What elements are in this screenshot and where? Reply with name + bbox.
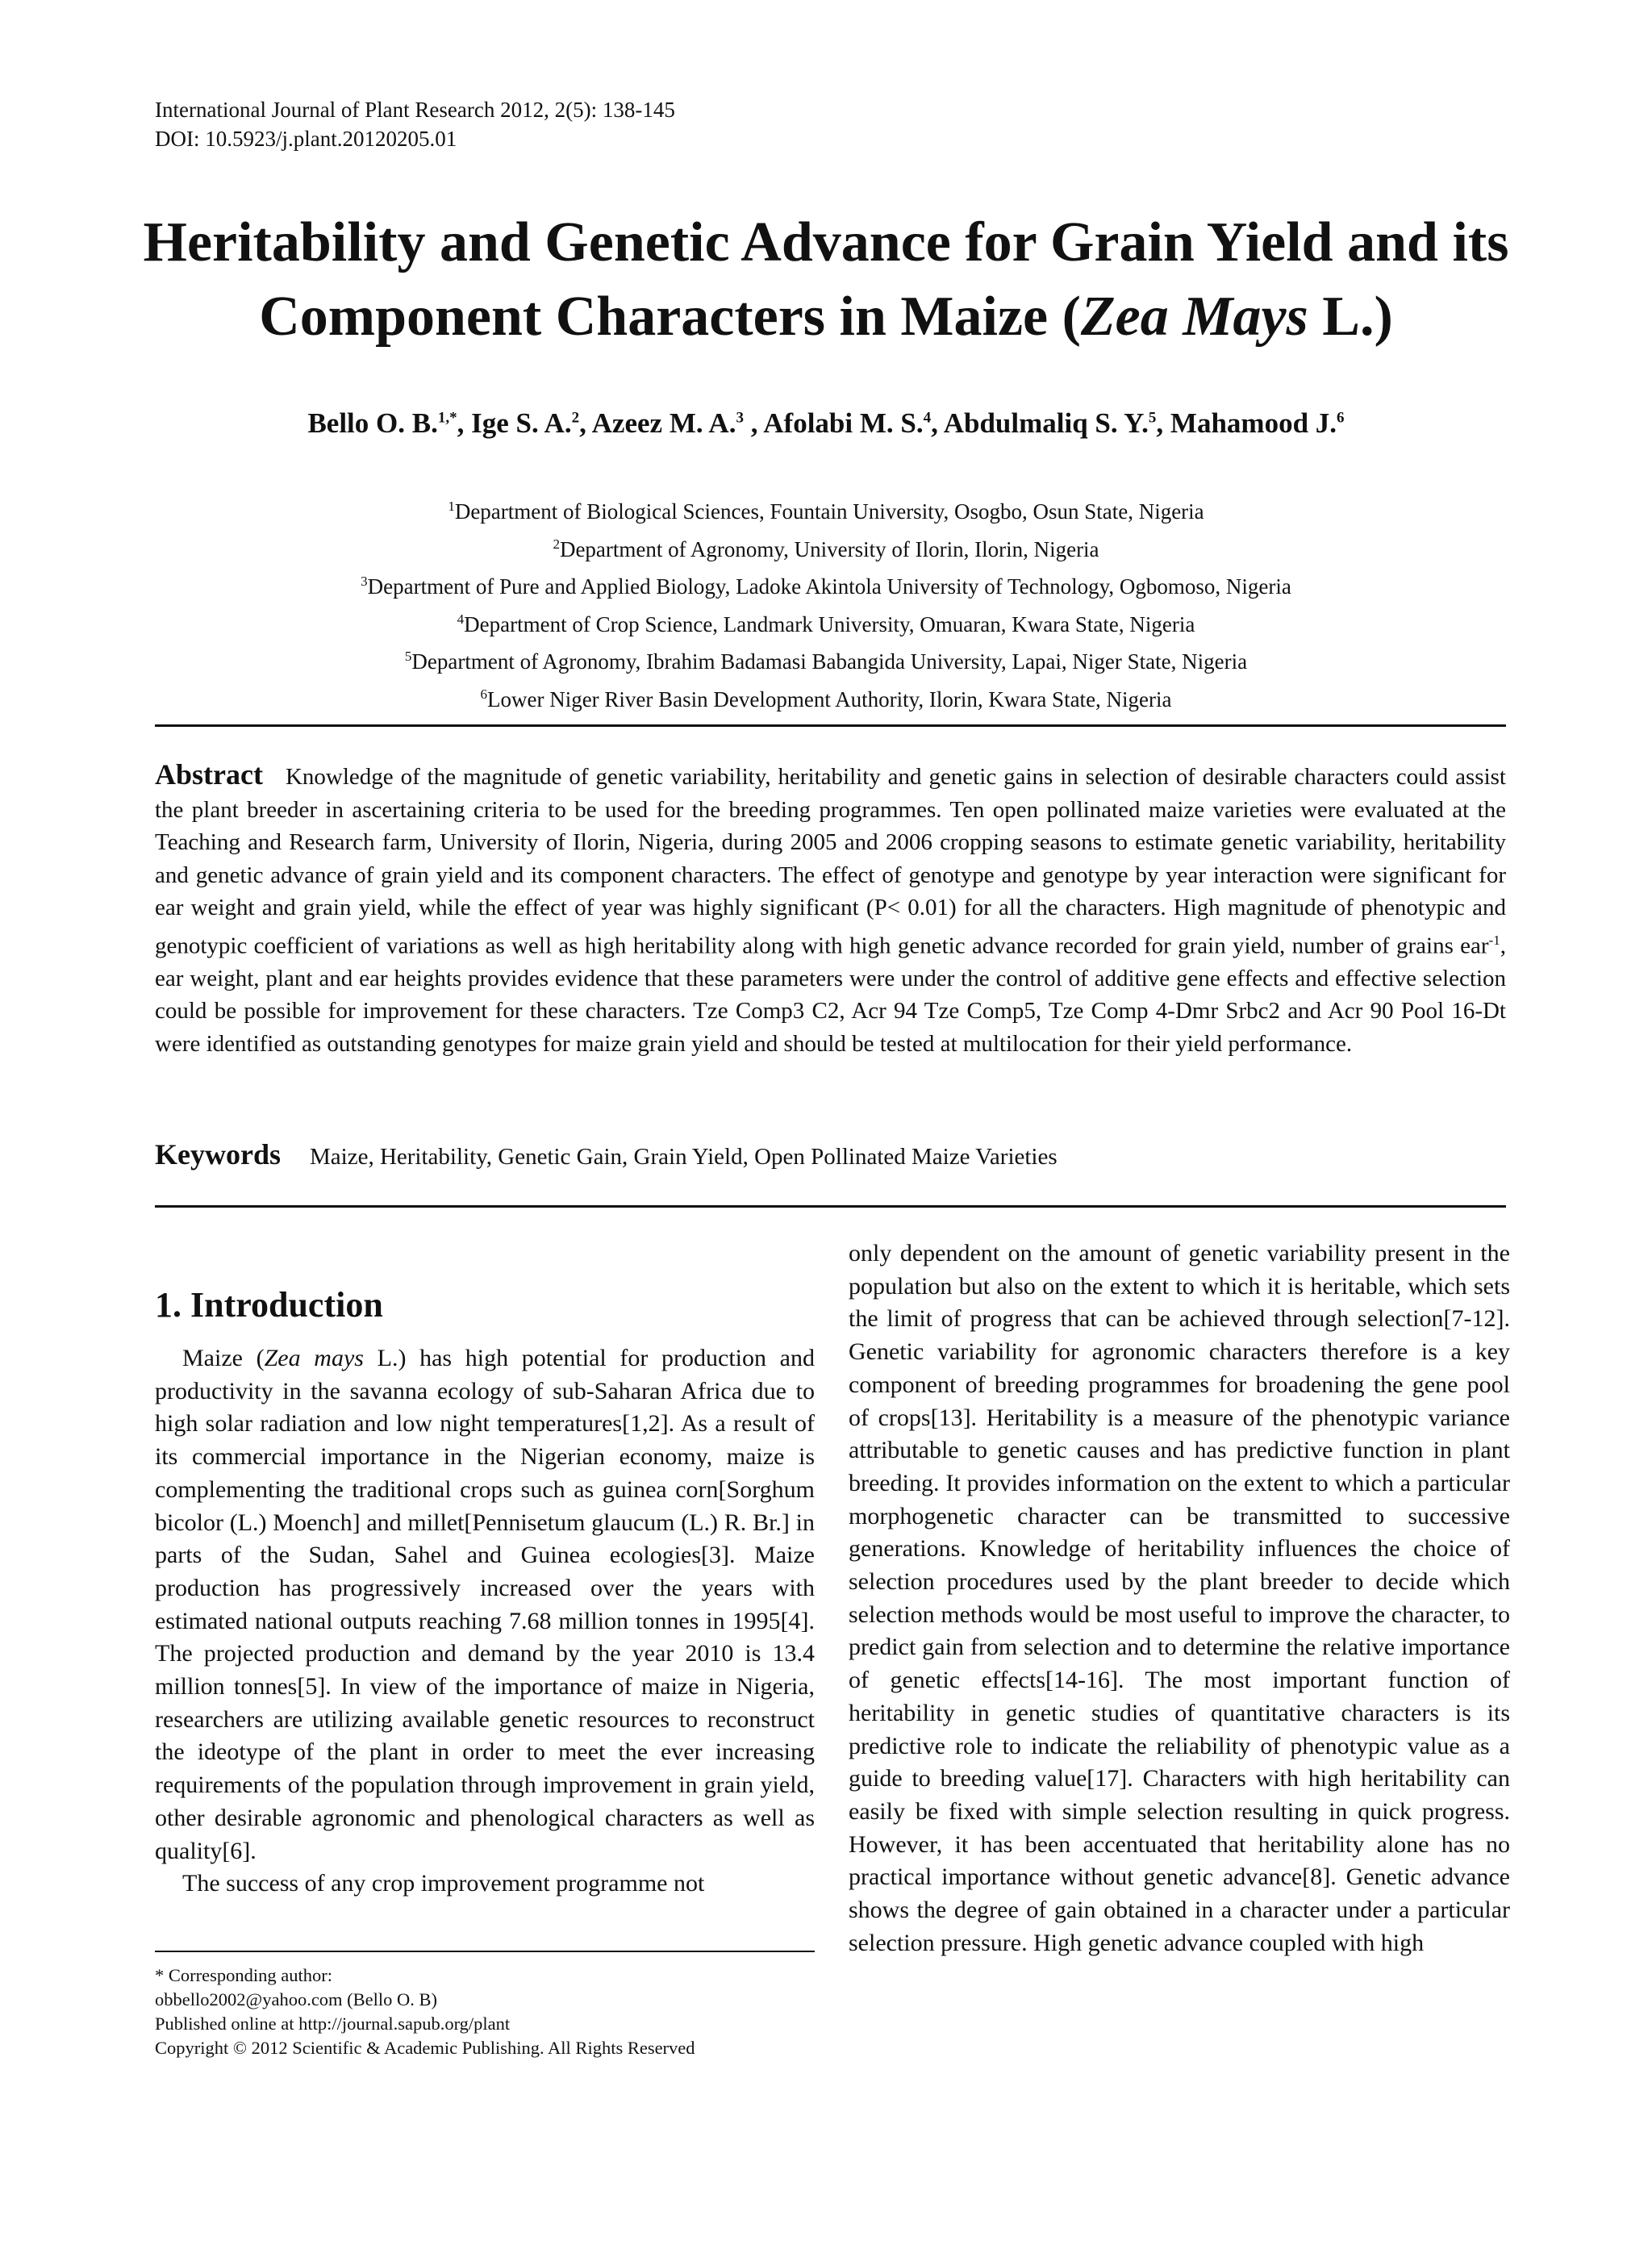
abstract-label: Abstract (155, 758, 263, 791)
title-species: Zea Mays (1080, 286, 1308, 348)
abstract (155, 758, 1506, 1060)
footnote-rule (155, 1951, 815, 1952)
section-heading: 1. Introduction (155, 1285, 383, 1325)
abstract-superscript: -1 (1488, 932, 1500, 948)
affiliation: $^4$Department of Crop Science, Landmark University, Omuaran, Kwara State, Nigeria (457, 611, 1195, 636)
footnote-email: obbello2002@yahoo.com (Bello O. B) (155, 1989, 438, 2009)
affiliation: $^5$Department of Agronomy, Ibrahim Badamasi Babangida University, Lapai, Niger State, Nigeria (404, 649, 1248, 674)
affiliation: $^6$Lower Niger River Basin Development Authority, Ilorin, Kwara State, Nigeria (480, 686, 1172, 712)
intro-paragraph: Maize (Zea mays L.) has high potential for production and productivity in the savanna ecology of sub-Saharan Africa due to high solar radiation and low night temperatures[1,2]. As a result of its commercial importance in the Nigerian economy, maize is complementing the traditional crops such as guinea corn[Sorghum bicolor (L.) Moench] and millet[Pennisetum glaucum (L.) R. Br.] in parts of the Sudan, Sahel and Guinea ecologies[3]. Maize production has progressively increased over the years with estimated national outputs reaching 7.68 million tonnes in 1995[4]. The projected production and demand by the year 2010 is 13.4 million tonnes[5]. In view of the importance of maize in Nigeria, researchers are utilizing available genetic resources to reconstruct the ideotype of the plant in order to meet the ever increasing requirements of the population through improvement in grain yield, other desirable agronomic and phenological characters as well as quality[6]. (155, 1345, 816, 1864)
keywords (155, 1137, 1506, 1171)
abstract-text: Knowledge of the magnitude of genetic variability, heritability and genetic gains in selection of desirable characters could assist the plant breeder in ascertaining criteria to be used for the breeding programmes. Ten open pollinated maize varieties were evaluated at the Teaching and Research farm, University of Ilorin, Nigeria, during 2005 and 2006 cropping seasons to estimate genetic variability, heritability and genetic advance of grain yield and its component characters. The effect of genotype and genotype by year interaction were significant for ear weight and grain yield, while the effect of year was highly significant (P< 0.01) for all the characters. High magnitude of phenotypic and genotypic coefficient of variations as well as high heritability along with high genetic advance recorded for grain yield, number of grains ear (155, 764, 1506, 959)
footnotes (155, 1963, 695, 2060)
journal-doi: DOI: 10.5923/j.plant.20120205.01 (155, 127, 457, 151)
footnote-copyright: Copyright © 2012 Scientific & Academic Publishing. All Rights Reserved (155, 2038, 695, 2058)
keywords-text: Maize, Heritability, Genetic Gain, Grain Yield, Open Pollinated Maize Varieties (310, 1144, 1058, 1170)
title-line-2-suffix: L.) (1308, 286, 1393, 348)
author: Abdulmaliq S. Y.$^5$, (943, 407, 1170, 439)
abstract-text-continued: , ear weight, plant and ear heights provides evidence that these parameters were under the control of additive gene effects and effective selection could be possible for improvement for these characters. Tze Comp3 C2, Acr 94 Tze Comp5, Tze Comp 4-Dmr Srbc2 and Acr 90 Pool 16-Dt were identified as outstanding genotypes for maize grain yield and should be tested at multilocation for their yield performance. (155, 933, 1506, 1057)
title-line-2-prefix: Component Characters in Maize ( (259, 286, 1081, 348)
author: Azeez M. A.$^3$ , (591, 407, 764, 439)
right-column (849, 1237, 1510, 1959)
author-list (121, 407, 1531, 440)
author: Bello O. B.$^{1,*}$, (307, 407, 472, 439)
author: Afolabi M. S.$^4$, (763, 407, 944, 439)
affiliation: $^2$Department of Agronomy, University of Ilorin, Ilorin, Nigeria (553, 536, 1099, 561)
journal-citation: International Journal of Plant Research 2012, 2(5): 138-145 (155, 98, 675, 122)
title-line-2 (113, 280, 1539, 354)
keywords-label: Keywords (155, 1138, 281, 1171)
affiliation: $^3$Department of Pure and Applied Biology, Ladoke Akintola University of Technology, Ogbomoso, Nigeria (361, 574, 1291, 599)
journal-header (155, 95, 675, 153)
intro-paragraph-2-continued: only dependent on the amount of genetic variability present in the population but also on the extent to which it is heritable, which sets the limit of progress that can be achieved through selection[7-12]. Genetic variability for agronomic characters therefore is a key component of breeding programmes for broadening the gene pool of crops[13]. Heritability is a measure of the phenotypic variance attributable to genetic causes and has predictive function in plant breeding. It provides information on the extent to which a particular morphogenetic character can be transmitted to successive generations. Knowledge of heritability influences the choice of selection procedures used by the plant breeder to decide which selection methods would be most useful to improve the character, to predict gain from selection and to determine the relative importance of genetic effects[14-16]. The most important function of heritability in genetic studies of quantitative characters is its predictive role to indicate the reliability of phenotypic value as a guide to breeding value[17]. Characters with high heritability can easily be fixed with simple selection resulting in quick progress. However, it has been accentuated that heritability alone has no practical importance without genetic advance[8]. Genetic advance shows the degree of gain obtained in a character under a particular selection pressure. High genetic advance coupled with high (849, 1240, 1510, 1956)
keywords-bottom-rule (155, 1205, 1506, 1208)
intro-paragraph-2-start: The success of any crop improvement programme not (182, 1870, 705, 1897)
left-column (155, 1283, 815, 1901)
affiliation: $^1$Department of Biological Sciences, Fountain University, Osogbo, Osun State, Nigeria (448, 499, 1204, 524)
species-name: Zea mays (264, 1345, 364, 1371)
abstract-top-rule (155, 724, 1506, 727)
title-line-1: Heritability and Genetic Advance for Grain Yield and its (143, 211, 1509, 273)
author: Mahamood J.$^6$ (1170, 407, 1345, 439)
author: Ige S. A.$^2$, (471, 407, 592, 439)
affiliation-list (121, 490, 1531, 716)
footnote-published: Published online at http://journal.sapub.org/plant (155, 2014, 511, 2034)
footnote-corresponding: * Corresponding author: (155, 1965, 332, 1985)
paper-title (113, 206, 1539, 354)
